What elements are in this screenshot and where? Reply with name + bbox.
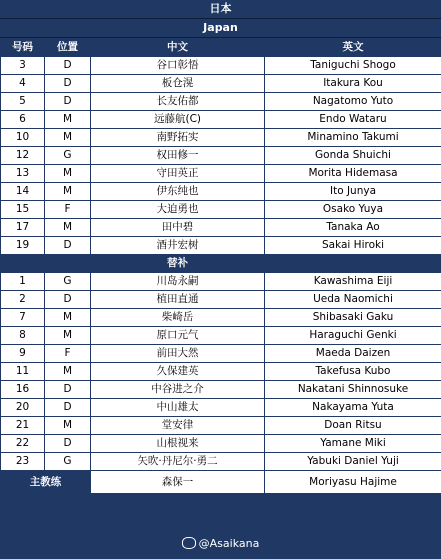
player-name-en: Nakatani Shinnosuke [265, 381, 441, 399]
player-name-en: Yabuki Daniel Yuji [265, 453, 441, 471]
player-position: D [45, 75, 91, 93]
player-row [1, 75, 441, 93]
player-number: 20 [1, 399, 45, 417]
player-row [1, 147, 441, 165]
player-name-en: Takefusa Kubo [265, 363, 441, 381]
player-name-cn: 前田大然 [91, 345, 265, 363]
player-name-cn: 川岛永嗣 [91, 273, 265, 291]
player-name-cn: 堂安律 [91, 417, 265, 435]
subs-header-row [1, 255, 441, 273]
player-position: D [45, 93, 91, 111]
coach-name-en: Moriyasu Hajime [265, 471, 441, 494]
player-position: G [45, 273, 91, 291]
player-number: 21 [1, 417, 45, 435]
player-number: 13 [1, 165, 45, 183]
player-row [1, 237, 441, 255]
player-row [1, 291, 441, 309]
player-row [1, 381, 441, 399]
player-name-cn: 大迫勇也 [91, 201, 265, 219]
player-name-cn: 山根视来 [91, 435, 265, 453]
player-position: D [45, 57, 91, 75]
player-name-cn: 酒井宏树 [91, 237, 265, 255]
player-number: 19 [1, 237, 45, 255]
player-row [1, 129, 441, 147]
watermark-text: @Asaikana [198, 537, 260, 550]
player-number: 15 [1, 201, 45, 219]
player-position: G [45, 147, 91, 165]
player-position: M [45, 129, 91, 147]
player-number: 6 [1, 111, 45, 129]
player-number: 2 [1, 291, 45, 309]
coach-row [1, 471, 441, 494]
player-name-en: Morita Hidemasa [265, 165, 441, 183]
roster-table [0, 38, 441, 494]
watermark [0, 537, 441, 550]
player-name-cn: 权田修一 [91, 147, 265, 165]
player-row [1, 165, 441, 183]
player-name-cn: 远藤航(C) [91, 111, 265, 129]
col-number-header: 号码 [1, 39, 45, 57]
player-row [1, 417, 441, 435]
player-position: F [45, 201, 91, 219]
player-number: 22 [1, 435, 45, 453]
player-name-cn: 矢吹·丹尼尔·勇二 [91, 453, 265, 471]
player-name-en: Nakayama Yuta [265, 399, 441, 417]
player-position: M [45, 183, 91, 201]
player-name-cn: 中谷进之介 [91, 381, 265, 399]
player-position: F [45, 345, 91, 363]
player-name-cn: 守田英正 [91, 165, 265, 183]
player-position: G [45, 453, 91, 471]
player-number: 8 [1, 327, 45, 345]
player-number: 10 [1, 129, 45, 147]
player-name-en: Nagatomo Yuto [265, 93, 441, 111]
player-number: 11 [1, 363, 45, 381]
player-number: 16 [1, 381, 45, 399]
player-position: D [45, 291, 91, 309]
player-name-en: Haraguchi Genki [265, 327, 441, 345]
player-name-en: Taniguchi Shogo [265, 57, 441, 75]
player-name-cn: 久保建英 [91, 363, 265, 381]
player-name-cn: 中山雄太 [91, 399, 265, 417]
coach-label: 主教练 [1, 471, 91, 494]
player-row [1, 435, 441, 453]
player-position: D [45, 381, 91, 399]
player-row [1, 183, 441, 201]
player-row [1, 309, 441, 327]
player-name-cn: 植田直通 [91, 291, 265, 309]
player-number: 12 [1, 147, 45, 165]
team-title: 日本 [0, 0, 441, 19]
team-subtitle: Japan [0, 19, 441, 38]
subs-label: 替补 [91, 255, 265, 273]
player-number: 17 [1, 219, 45, 237]
player-row [1, 327, 441, 345]
player-row [1, 93, 441, 111]
player-name-cn: 南野拓实 [91, 129, 265, 147]
player-name-en: Yamane Miki [265, 435, 441, 453]
player-name-en: Osako Yuya [265, 201, 441, 219]
col-english-header: 英文 [265, 39, 441, 57]
player-number: 9 [1, 345, 45, 363]
player-name-en: Maeda Daizen [265, 345, 441, 363]
player-row [1, 399, 441, 417]
player-name-en: Itakura Kou [265, 75, 441, 93]
player-name-cn: 长友佑都 [91, 93, 265, 111]
player-name-en: Shibasaki Gaku [265, 309, 441, 327]
player-position: M [45, 111, 91, 129]
player-name-en: Minamino Takumi [265, 129, 441, 147]
player-name-en: Kawashima Eiji [265, 273, 441, 291]
player-position: D [45, 399, 91, 417]
player-name-cn: 柴崎岳 [91, 309, 265, 327]
player-position: M [45, 417, 91, 435]
col-chinese-header: 中文 [91, 39, 265, 57]
player-name-cn: 伊东纯也 [91, 183, 265, 201]
player-row [1, 273, 441, 291]
subs-section [1, 273, 441, 471]
player-position: M [45, 327, 91, 345]
player-name-en: Ito Junya [265, 183, 441, 201]
player-row [1, 345, 441, 363]
player-name-cn: 板仓滉 [91, 75, 265, 93]
player-row [1, 57, 441, 75]
player-name-cn: 田中碧 [91, 219, 265, 237]
player-number: 3 [1, 57, 45, 75]
player-number: 5 [1, 93, 45, 111]
coach-name-cn: 森保一 [91, 471, 265, 494]
col-position-header: 位置 [45, 39, 91, 57]
player-name-cn: 原口元气 [91, 327, 265, 345]
player-position: D [45, 237, 91, 255]
player-row [1, 363, 441, 381]
player-number: 14 [1, 183, 45, 201]
player-position: D [45, 435, 91, 453]
player-name-en: Gonda Shuichi [265, 147, 441, 165]
player-number: 23 [1, 453, 45, 471]
player-position: M [45, 363, 91, 381]
player-position: M [45, 309, 91, 327]
player-row [1, 201, 441, 219]
player-number: 7 [1, 309, 45, 327]
player-name-en: Endo Wataru [265, 111, 441, 129]
player-name-cn: 谷口彰悟 [91, 57, 265, 75]
player-position: M [45, 219, 91, 237]
player-number: 1 [1, 273, 45, 291]
player-row [1, 111, 441, 129]
weibo-icon [182, 537, 196, 549]
player-row [1, 219, 441, 237]
column-header-row [1, 39, 441, 57]
player-number: 4 [1, 75, 45, 93]
player-name-en: Ueda Naomichi [265, 291, 441, 309]
player-row [1, 453, 441, 471]
player-position: M [45, 165, 91, 183]
player-name-en: Doan Ritsu [265, 417, 441, 435]
starters-section [1, 57, 441, 255]
player-name-en: Sakai Hiroki [265, 237, 441, 255]
player-name-en: Tanaka Ao [265, 219, 441, 237]
